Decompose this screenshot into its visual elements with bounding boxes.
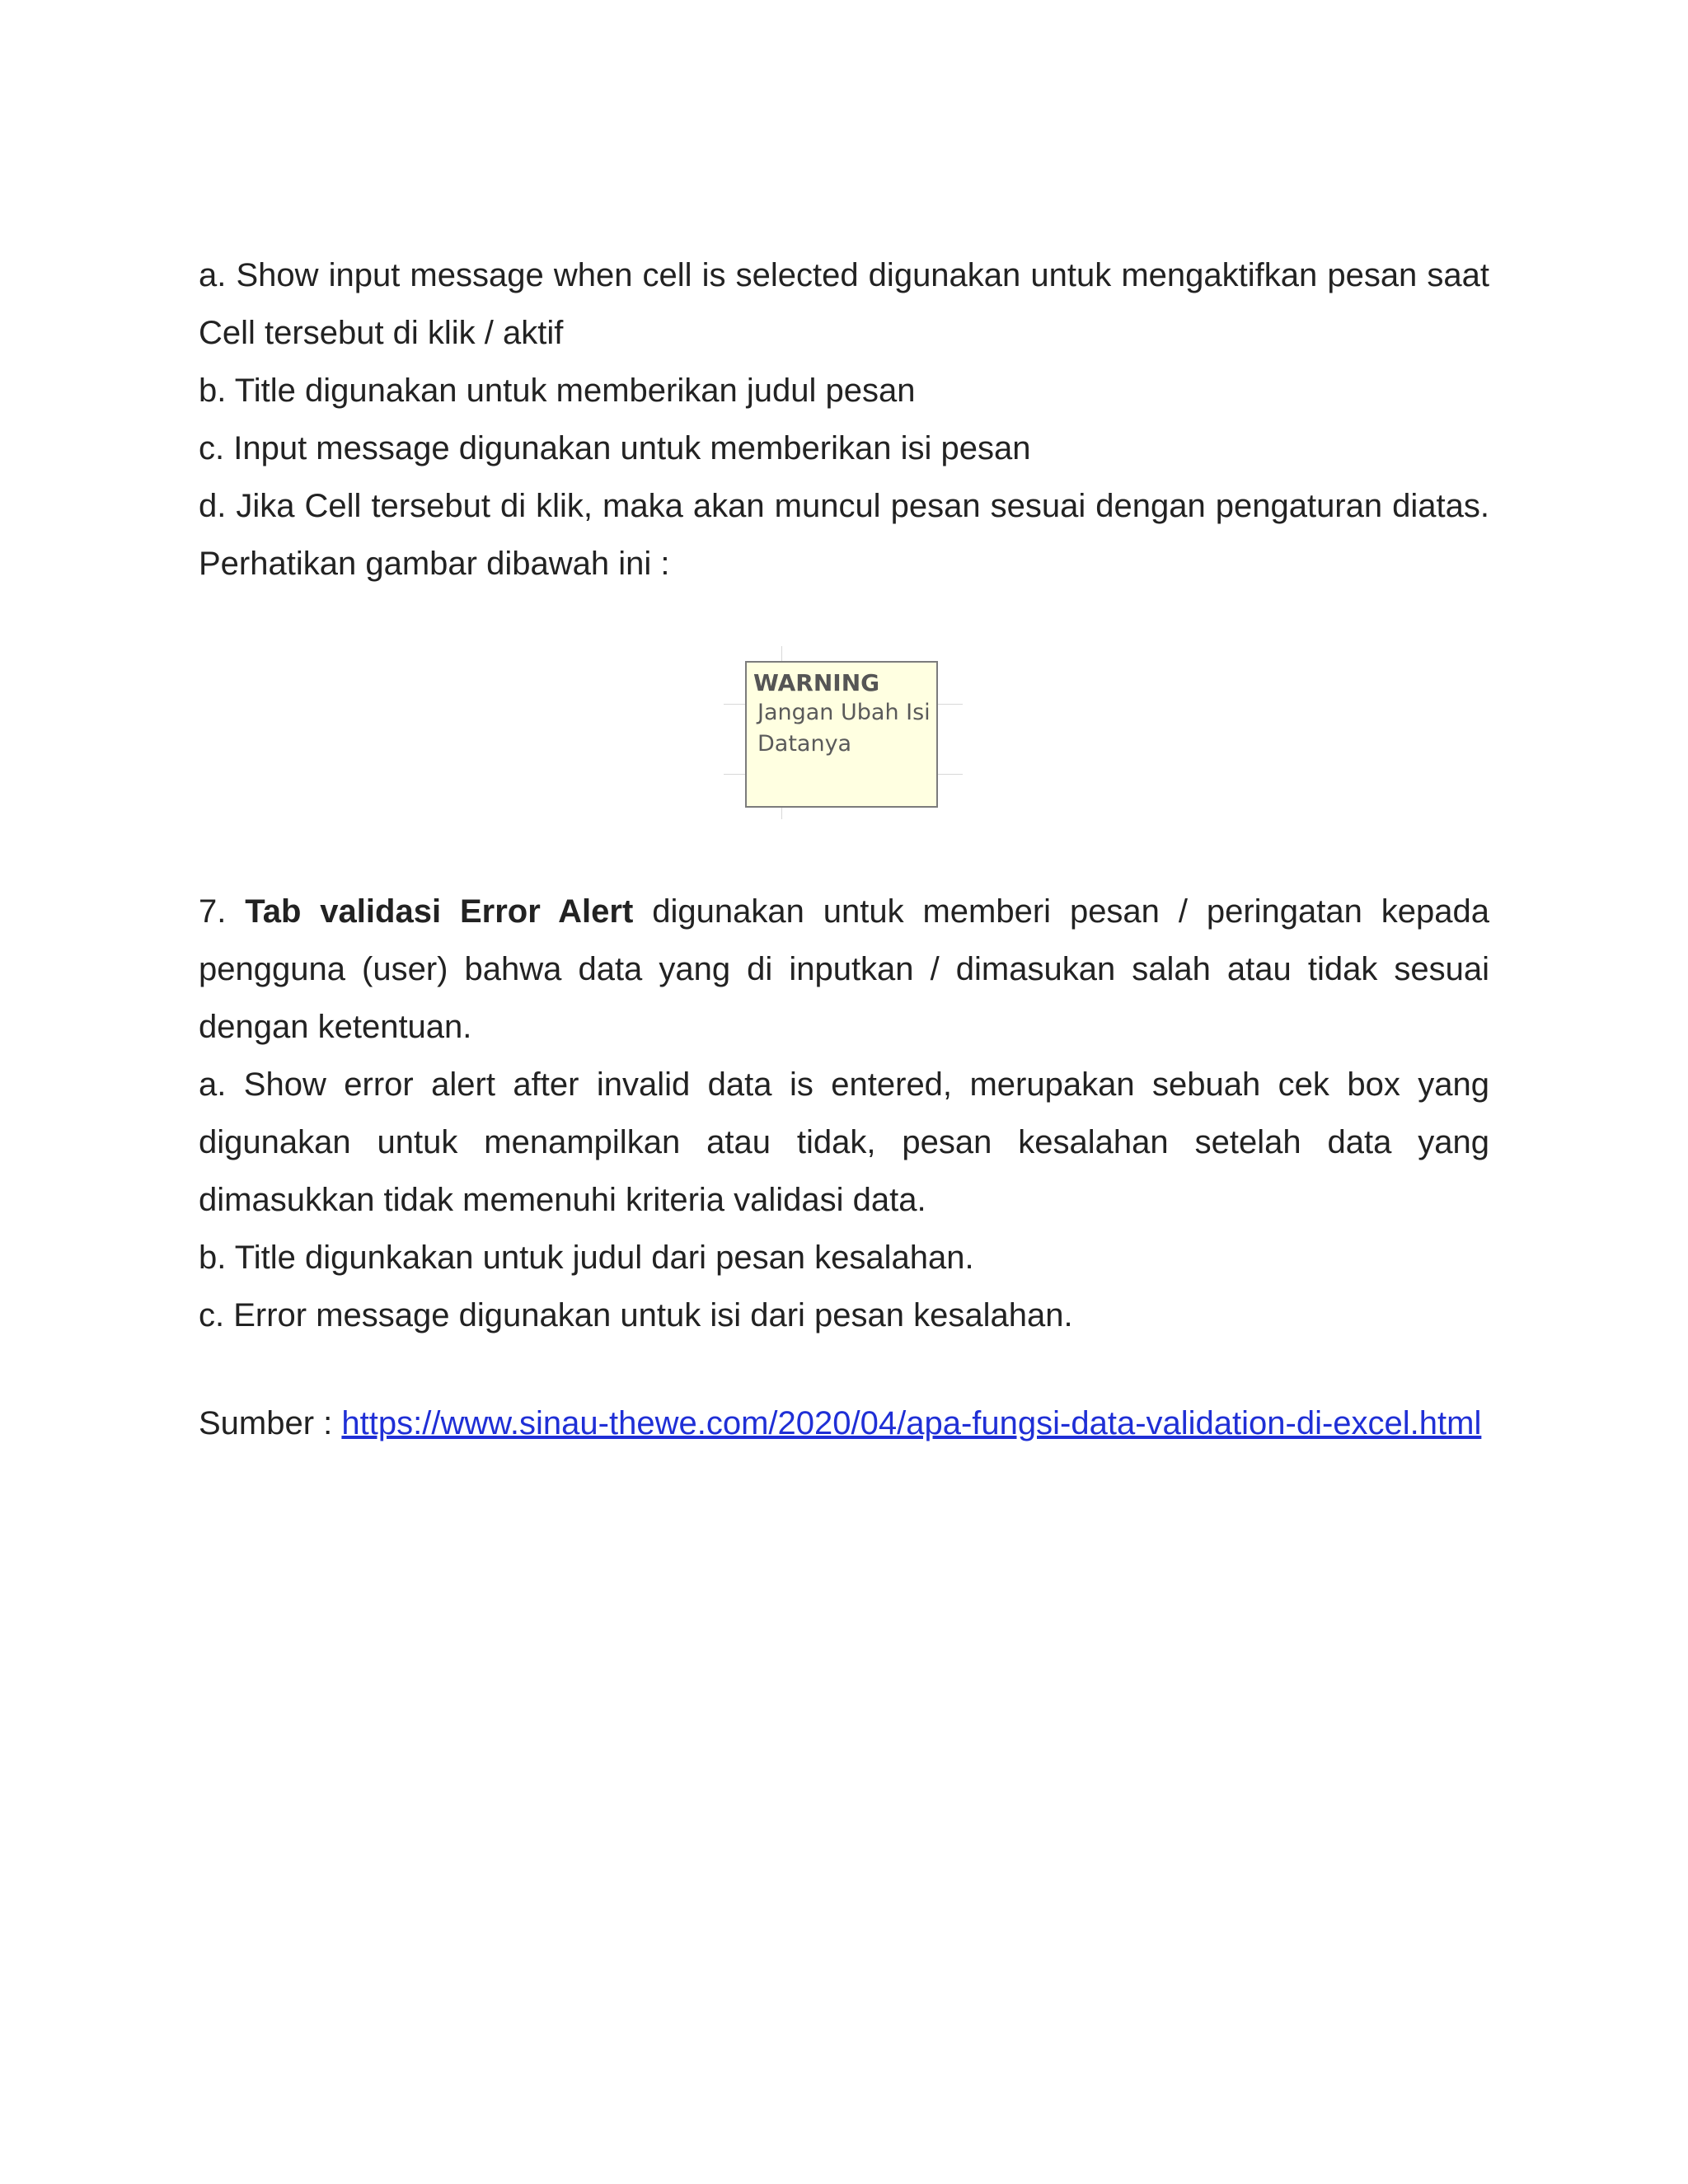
tooltip-title: WARNING — [753, 669, 880, 696]
text-line: dengan ketentuan. — [199, 1009, 472, 1045]
warning-tooltip-figure — [724, 646, 963, 819]
input-message-explanation — [199, 246, 1489, 593]
input-message-tooltip — [745, 661, 938, 808]
text-line: c. Error message digunakan untuk isi dari pesan kesalahan. — [199, 1297, 1073, 1333]
source-line — [199, 1394, 1489, 1452]
text-line: b. Title digunkakan untuk judul dari pesan kesalahan. — [199, 1240, 974, 1276]
text-line: Perhatikan gambar dibawah ini : — [199, 546, 670, 582]
text-span: digunakan untuk memberi pesan / peringatan kepada — [652, 893, 1489, 930]
item-number: 7. — [199, 893, 227, 930]
source-label: Sumber : — [199, 1405, 333, 1441]
tooltip-body-line: Datanya — [757, 731, 852, 757]
text-line: digunakan untuk menampilkan atau tidak, pesan kesalahan setelah data yang — [199, 1124, 1489, 1160]
bold-term: Tab validasi Error Alert — [245, 893, 634, 930]
text-line: c. Input message digunakan untuk memberikan isi pesan — [199, 430, 1031, 466]
text-line: d. Jika Cell tersebut di klik, maka akan muncul pesan sesuai dengan pengaturan diatas. — [199, 488, 1489, 524]
source-citation — [199, 1394, 1489, 1452]
text-line: b. Title digunakan untuk memberikan judul pesan — [199, 373, 916, 409]
text-line: Cell tersebut di klik / aktif — [199, 315, 564, 351]
error-alert-explanation — [199, 883, 1489, 1344]
text-line: a. Show error alert after invalid data is entered, merupakan sebuah cek box yang — [199, 1066, 1489, 1103]
error-alert-intro — [199, 883, 1489, 940]
source-link[interactable]: https://www.sinau-thewe.com/2020/04/apa-fungsi-data-validation-di-excel.html — [341, 1405, 1482, 1441]
text-line: pengguna (user) bahwa data yang di inputkan / dimasukan salah atau tidak sesuai — [199, 951, 1489, 987]
text-line: dimasukkan tidak memenuhi kriteria validasi data. — [199, 1182, 926, 1218]
text-line: a. Show input message when cell is selected digunakan untuk mengaktifkan pesan saat — [199, 257, 1489, 293]
tooltip-body-line: Jangan Ubah Isi — [757, 700, 931, 725]
